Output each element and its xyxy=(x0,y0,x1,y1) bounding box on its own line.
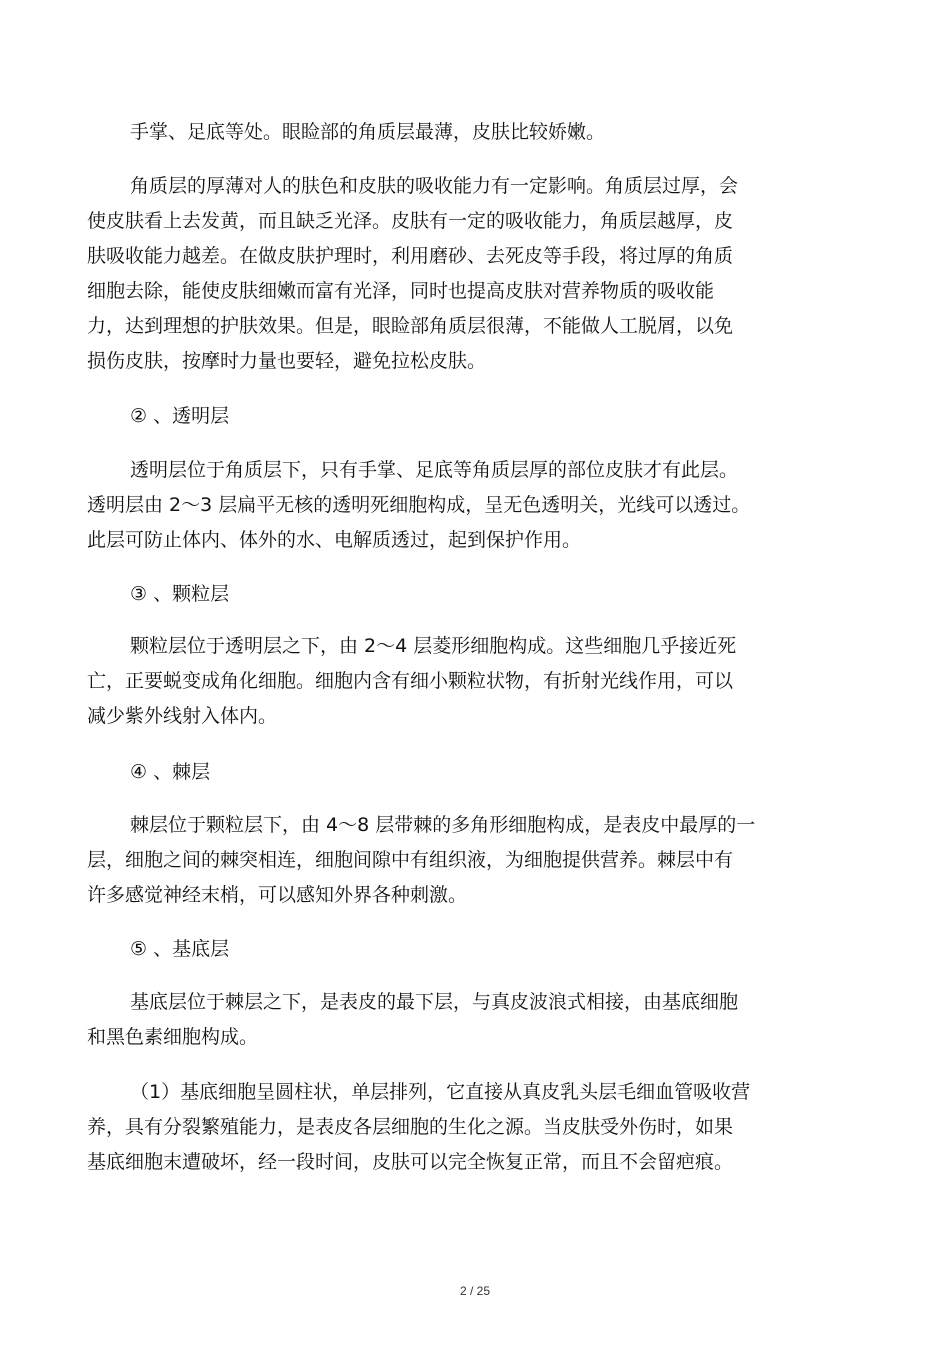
paragraph-line: 基底层位于棘层之下，是表皮的最下层，与真皮波浪式相接，由基底细胞 xyxy=(130,991,739,1013)
section-heading-transparent-layer: ② 、透明层 xyxy=(130,405,230,427)
paragraph-line: 透明层由 2～3 层扁平无核的透明死细胞构成，呈无色透明关，光线可以透过。 xyxy=(87,494,751,516)
paragraph-line: 亡，正要蜕变成角化细胞。细胞内含有细小颗粒状物，有折射光线作用，可以 xyxy=(87,670,734,692)
paragraph-line: 减少紫外线射入体内。 xyxy=(87,705,278,727)
paragraph-line: （1）基底细胞呈圆柱状，单层排列，它直接从真皮乳头层毛细血管吸收营 xyxy=(130,1081,751,1103)
paragraph-line: 使皮肤看上去发黄，而且缺乏光泽。皮肤有一定的吸收能力，角质层越厚，皮 xyxy=(87,210,734,232)
paragraph-line: 损伤皮肤，按摩时力量也要轻，避免拉松皮肤。 xyxy=(87,350,487,372)
page-number: 2 / 25 xyxy=(459,1284,491,1298)
paragraph-line: 此层可防止体内、体外的水、电解质透过，起到保护作用。 xyxy=(87,529,582,551)
paragraph-line: 基底细胞末遭破坏，经一段时间，皮肤可以完全恢复正常，而且不会留疤痕。 xyxy=(87,1151,734,1173)
paragraph-line: 和黑色素细胞构成。 xyxy=(87,1026,259,1048)
paragraph-line: 细胞去除，能使皮肤细嫩而富有光泽，同时也提高皮肤对营养物质的吸收能 xyxy=(87,280,715,302)
section-heading-basal-layer: ⑤ 、基底层 xyxy=(130,938,230,960)
section-heading-spinous-layer: ④ 、棘层 xyxy=(130,761,211,783)
paragraph-line: 肤吸收能力越差。在做皮肤护理时，利用磨砂、去死皮等手段，将过厚的角质 xyxy=(87,245,734,267)
paragraph-line: 角质层的厚薄对人的肤色和皮肤的吸收能力有一定影响。角质层过厚，会 xyxy=(130,175,739,197)
paragraph-line: 养，具有分裂繁殖能力，是表皮各层细胞的生化之源。当皮肤受外伤时，如果 xyxy=(87,1116,734,1138)
paragraph-line: 许多感觉神经末梢，可以感知外界各种刺激。 xyxy=(87,884,468,906)
paragraph-line: 力，达到理想的护肤效果。但是，眼睑部角质层很薄，不能做人工脱屑，以免 xyxy=(87,315,734,337)
section-heading-granular-layer: ③ 、颗粒层 xyxy=(130,583,230,605)
paragraph-line: 手掌、足底等处。眼睑部的角质层最薄，皮肤比较娇嫩。 xyxy=(130,121,606,143)
paragraph-line: 透明层位于角质层下，只有手掌、足底等角质层厚的部位皮肤才有此层。 xyxy=(130,459,739,481)
paragraph-line: 颗粒层位于透明层之下，由 2～4 层菱形细胞构成。这些细胞几乎接近死 xyxy=(130,635,737,657)
paragraph-line: 棘层位于颗粒层下，由 4～8 层带棘的多角形细胞构成，是表皮中最厚的一 xyxy=(130,814,756,836)
paragraph-line: 层，细胞之间的棘突相连，细胞间隙中有组织液，为细胞提供营养。棘层中有 xyxy=(87,849,734,871)
